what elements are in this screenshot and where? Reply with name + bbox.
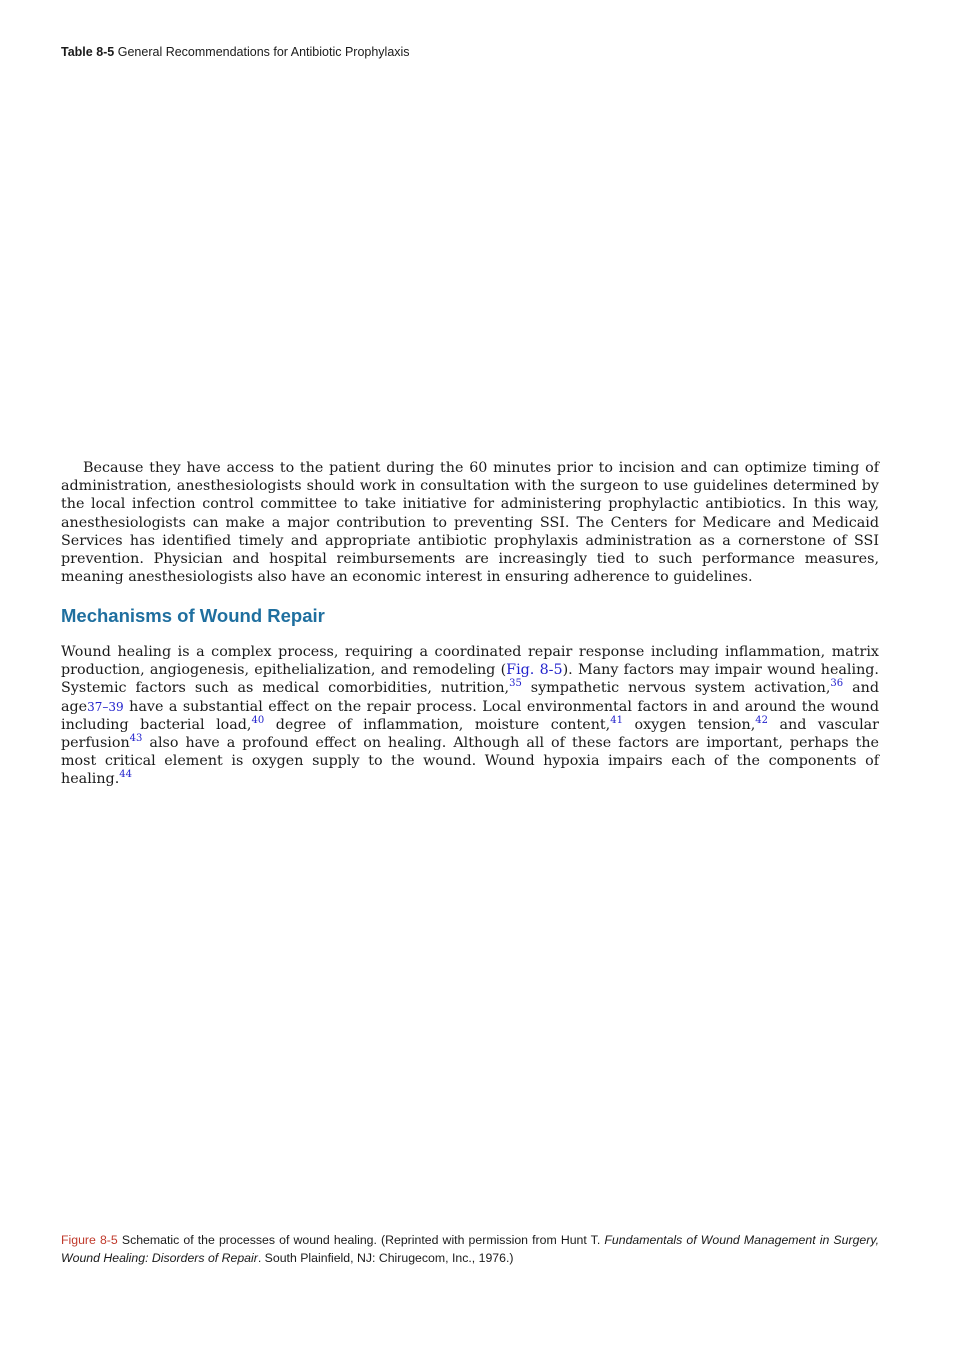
citation-link-44[interactable]: 44: [119, 769, 132, 781]
table-label: Table 8-5: [61, 45, 115, 59]
text-run: and age: [61, 680, 879, 715]
figure-reference-link[interactable]: Fig. 8-5: [506, 662, 563, 679]
table-title: General Recommendations for Antibiotic Prophylaxis: [117, 45, 410, 59]
table-caption: [61, 45, 410, 59]
citation-link-42[interactable]: 42: [755, 714, 768, 726]
text-run: degree of inflammation, moisture content,: [264, 716, 611, 733]
paragraph-wound-healing: [61, 643, 879, 789]
text-run: oxygen tension,: [622, 716, 756, 733]
citation-link-40[interactable]: 40: [251, 714, 265, 726]
text-run: also have a profound effect on healing. Although all of these factors are important, perhaps the most critical element is oxygen supply to the wound. Wound hypoxia impairs each of the components of healing.: [61, 735, 879, 788]
source-title: Fundamentals of Wound Management in Surgery, Wound Healing: Disorders of Repair: [61, 1233, 879, 1265]
citation-link-35[interactable]: 35: [509, 678, 522, 690]
text-run: have a substantial effect on the repair process. Local environmental factors in and around the wound including bacterial load,: [61, 698, 879, 733]
text-run: and vascular perfusion: [61, 716, 879, 752]
section-heading: Mechanisms of Wound Repair: [61, 605, 325, 626]
citation-link-36[interactable]: 36: [830, 678, 844, 690]
text-run: Wound healing is a complex process, requiring a coordinated repair response including inflammation, matrix production, angiogenesis, epithelialization, and remodeling (: [61, 644, 879, 679]
citation-link-37-39[interactable]: 37–39: [87, 699, 124, 714]
text-run: Schematic of the processes of wound healing. (Reprinted with permission from Hunt T.: [117, 1233, 605, 1247]
text-run: ). Many factors may impair wound healing. Systemic factors such as medical comorbidities, nutrition,: [61, 662, 879, 697]
text-run: sympathetic nervous system activation,: [521, 680, 831, 697]
figure-caption: [61, 1232, 879, 1267]
citation-link-43[interactable]: 43: [129, 733, 143, 745]
paragraph-antibiotic-timing: [61, 459, 879, 586]
text-run: . South Plainfield, NJ: Chirugecom, Inc., 1976.): [257, 1250, 514, 1265]
figure-label: Figure 8-5: [61, 1233, 118, 1247]
citation-link-41[interactable]: 41: [610, 714, 623, 726]
paragraph-1-text: Because they have access to the patient during the 60 minutes prior to incision and can optimize timing of administration, anesthesiologists should work in consultation with the surgeon to use guidelines determined by the local infection control committee to take initiative for administering prophylactic antibiotics. In this way, anesthesiologists can make a major contribution to preventing SSI. The Centers for Medicare and Medicaid Services has identified timely and appropriate antibiotic prophylaxis administration as a cornerstone of SSI prevention. Physician and hospital reimbursements are increasingly tied to such performance measures, meaning anesthesiologists also have an economic interest in ensuring adherence to guidelines.: [61, 460, 879, 586]
